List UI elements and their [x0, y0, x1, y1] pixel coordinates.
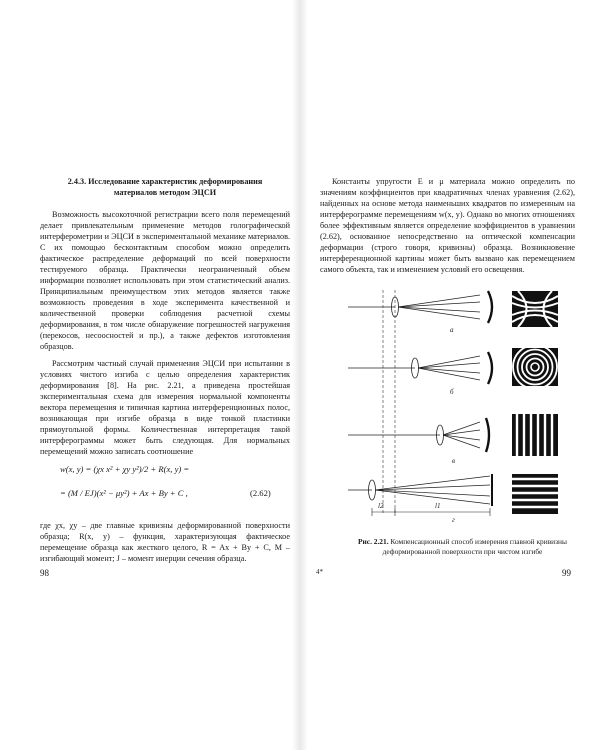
caption-text: Компенсационный способ измерения главной кривизны деформированной поверхности при чистом изгибе [382, 537, 567, 556]
left-paragraph-3-text: где χx, χy – две главные кривизны деформированной поверхности образца; R(x, y) – функция, характеризующая фактическое перемещение образца как жесткого целого, R = Ax + By + C, M – изгибающий момент; J – момент инерции сечения образца. [40, 521, 290, 563]
section-title-line1: 2.4.3. Исследование характеристик деформирования [67, 177, 263, 186]
figure-caption [350, 537, 575, 557]
left-paragraph-1 [40, 209, 290, 352]
scheme-row-b [348, 352, 492, 384]
sub-label-v: в [452, 457, 456, 465]
caption-lead: Рис. 2.21. [358, 537, 389, 546]
left-paragraph-1-text: Возможность высокоточной регистрации всего поля перемещений делает привлекательным применение методов голографической интерферометрии и ЭЦСИ в экспериментальной механике материалов. С их помощью бесконтактным способом можно определить фактическое распределение деформаций по всей поверхности тестируемого образца. Практически неограниченный объем информации позволяет использовать при этом статистический анализ. Принципиальным преимуществом этих методов является также возможность проведения в ходе эксперимента качественной и количественной проверки соблюдения расчетной схемы деформирования, в том числе обнаружение погрешностей нагружения (перекосов, несоосностей и пр.), а также дефектов изготовления образцов. [40, 210, 290, 351]
left-paragraph-2 [40, 358, 290, 457]
formula-line-1: w(x, y) = (χx x² + χy y²)/2 + R(x, y) = [60, 464, 190, 474]
dim-label-l1: l1 [435, 502, 441, 510]
left-paragraph-2-text: Рассмотрим частный случай применения ЭЦСИ при испытании в условиях чистого изгиба с целью определения характеристик деформирования [8]. На рис. 2.21, а приведена простейшая экспериментальная схема для измерения нормальной компоненты вектора перемещения и типичная картина интерференционных полос, возникающая при изгибе образца в виде тонкой пластинки прямоугольной формы. Количественная интерпретация такой интерферограммы может быть следующая. Для нормальных перемещений можно записать соотношение [40, 359, 290, 456]
sub-label-a: а [450, 326, 454, 334]
section-title-line2: материалов методом ЭЦСИ [113, 188, 217, 197]
left-paragraph-3 [40, 520, 290, 564]
interferogram-v [512, 414, 558, 456]
signature-mark: 4* [316, 568, 323, 576]
equation-number: (2.62) [250, 488, 271, 498]
scheme-row-v [348, 418, 489, 452]
interferogram-g [512, 474, 558, 514]
left-page-number: 98 [40, 568, 49, 578]
sub-label-g: г [452, 516, 455, 524]
interferogram-a [512, 291, 558, 327]
figure-diagram [340, 290, 580, 526]
scheme-row-a [348, 291, 492, 323]
right-paragraph-1-text: Константы упругости E и μ материала можно определить по значениям коэффициентов при квадратичных членах уравнения (2.62), найденных на основе метода наименьших квадратов по измеренным на интерферограмме перемещениям w(x, y). Однако во многих отношениях более эффективным является определение коэффициентов в уравнении (2.62), основанное непосредственно на оптической компенсации деформации (строго говоря, кривизны) образца. Возникновение интерференционной картины может быть вызвано как перемещением самого объекта, так и изменением условий его освещения. [320, 177, 575, 274]
right-paragraph-1 [320, 176, 575, 275]
right-page-number: 99 [562, 568, 571, 578]
sub-label-b: б [450, 388, 454, 396]
section-title [40, 176, 290, 198]
figure-2-21 [340, 290, 580, 526]
scheme-row-g [348, 474, 492, 516]
formula-line-2: = (M / EJ)(x² − μy²) + Ax + By + C , [60, 488, 188, 498]
dim-label-l2: l2 [378, 502, 384, 510]
interferogram-b [512, 345, 558, 389]
